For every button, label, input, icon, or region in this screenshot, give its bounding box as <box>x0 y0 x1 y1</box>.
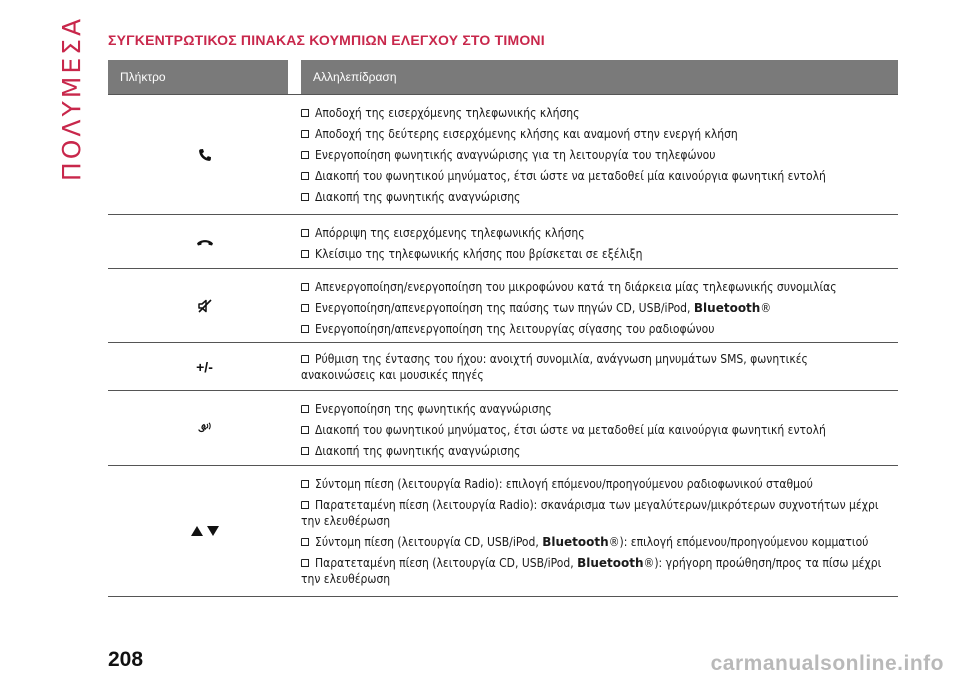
up-down-arrows-icon <box>190 525 220 537</box>
bluetooth-brand: Bluetooth <box>693 301 761 315</box>
controls-table <box>108 60 898 597</box>
row-key <box>108 215 301 268</box>
list-item: Αποδοχή της δεύτερης εισερχόμενης κλήσης και αναμονή στην ενεργή κλήση <box>301 126 898 142</box>
list-item: Ενεργοποίηση της φωνητικής αναγνώρισης <box>301 401 898 417</box>
row-items <box>301 269 898 342</box>
checkbox-bullet-icon <box>301 229 309 237</box>
checkbox-bullet-icon <box>301 405 309 413</box>
checkbox-bullet-icon <box>301 426 309 434</box>
table-row <box>108 94 898 215</box>
table-row <box>108 343 898 391</box>
checkbox-bullet-icon <box>301 538 309 546</box>
table-row <box>108 466 898 597</box>
list-item: Αποδοχή της εισερχόμενης τηλεφωνικής κλήσης <box>301 105 898 121</box>
checkbox-bullet-icon <box>301 151 309 159</box>
row-key <box>108 391 301 465</box>
bluetooth-brand: Bluetooth <box>542 535 609 549</box>
checkbox-bullet-icon <box>301 172 309 180</box>
checkbox-bullet-icon <box>301 501 309 509</box>
list-item: Ενεργοποίηση φωνητικής αναγνώρισης για τη λειτουργία του τηλεφώνου <box>301 147 898 163</box>
checkbox-bullet-icon <box>301 109 309 117</box>
list-item: Απενεργοποίηση/ενεργοποίηση του μικροφώνου κατά τη διάρκεια μίας τηλεφωνικής συνομιλίας <box>301 279 898 295</box>
table-row <box>108 391 898 466</box>
phone-hangup-icon <box>196 237 214 247</box>
list-item: Απόρριψη της εισερχόμενης τηλεφωνικής κλήσης <box>301 225 898 241</box>
checkbox-bullet-icon <box>301 355 309 363</box>
row-items <box>301 343 898 390</box>
row-key <box>108 269 301 342</box>
watermark: carmanualsonline.info <box>710 652 944 675</box>
row-key <box>108 95 301 214</box>
checkbox-bullet-icon <box>301 559 309 567</box>
list-item: Παρατεταμένη πίεση (λειτουργία Radio): σκανάρισμα των μεγαλύτερων/μικρότερων συχνοτήτων μέχρι την ελευθέρωση <box>301 498 879 528</box>
checkbox-bullet-icon <box>301 283 309 291</box>
list-item: Ενεργοποίηση/απενεργοποίηση της λειτουργίας σίγασης του ραδιοφώνου <box>301 321 898 337</box>
list-item: Διακοπή του φωνητικού μηνύματος, έτσι ώστε να μεταδοθεί μία καινούργια φωνητική εντολή <box>301 168 898 184</box>
checkbox-bullet-icon <box>301 480 309 488</box>
row-items <box>301 215 898 268</box>
checkbox-bullet-icon <box>301 130 309 138</box>
checkbox-bullet-icon <box>301 193 309 201</box>
row-items <box>301 391 898 465</box>
page-number: 208 <box>108 648 144 671</box>
checkbox-bullet-icon <box>301 447 309 455</box>
checkbox-bullet-icon <box>301 250 309 258</box>
phone-answer-icon <box>198 148 212 162</box>
volume-key-label: +/- <box>196 358 213 375</box>
page-title: ΣΥΓΚΕΝΤΡΩΤΙΚΟΣ ΠΙΝΑΚΑΣ ΚΟΥΜΠΙΩΝ ΕΛΕΓΧΟΥ ΣΤΟ ΤΙΜΟΝΙ <box>108 32 545 48</box>
mute-icon <box>197 299 213 313</box>
list-item: Διακοπή του φωνητικού μηνύματος, έτσι ώστε να μεταδοθεί μία καινούργια φωνητική εντολή <box>301 422 898 438</box>
list-item: Ενεργοποίηση/απενεργοποίηση της παύσης των πηγών CD, USB/iPod, Bluetooth® <box>301 300 898 316</box>
section-side-tab <box>52 15 92 181</box>
list-item: Σύντομη πίεση (λειτουργία Radio): επιλογή επόμενου/προηγούμενου ραδιοφωνικού σταθμού <box>301 476 898 492</box>
table-row <box>108 269 898 343</box>
list-item: Διακοπή της φωνητικής αναγνώρισης <box>301 189 898 205</box>
voice-recognition-icon <box>197 421 213 435</box>
table-row <box>108 215 898 269</box>
checkbox-bullet-icon <box>301 325 309 333</box>
bluetooth-brand: Bluetooth <box>577 556 644 570</box>
header-interaction: Αλληλεπίδραση <box>301 60 898 94</box>
section-side-tab-label: ΠΟΛΥΜΕΣΑ <box>57 15 87 181</box>
row-items <box>301 466 898 596</box>
list-item: Παρατεταμένη πίεση (λειτουργία CD, USB/iPod, Bluetooth®): γρήγορη προώθηση/προς τα πίσω μέχρι την ελευθέρωση <box>301 556 882 586</box>
row-key <box>108 343 301 390</box>
table-header <box>108 60 898 94</box>
list-item: Διακοπή της φωνητικής αναγνώρισης <box>301 443 898 459</box>
list-item: Ρύθμιση της έντασης του ήχου: ανοιχτή συνομιλία, ανάγνωση μηνυμάτων SMS, φωνητικές ανακοινώσεις και μουσικές πηγές <box>301 352 808 382</box>
row-key <box>108 466 301 596</box>
checkbox-bullet-icon <box>301 304 309 312</box>
list-item: Σύντομη πίεση (λειτουργία CD, USB/iPod, Bluetooth®): επιλογή επόμενου/προηγούμενου κομματιού <box>301 534 898 550</box>
row-items <box>301 95 898 214</box>
list-item: Κλείσιμο της τηλεφωνικής κλήσης που βρίσκεται σε εξέλιξη <box>301 246 898 262</box>
header-key: Πλήκτρο <box>108 60 288 94</box>
